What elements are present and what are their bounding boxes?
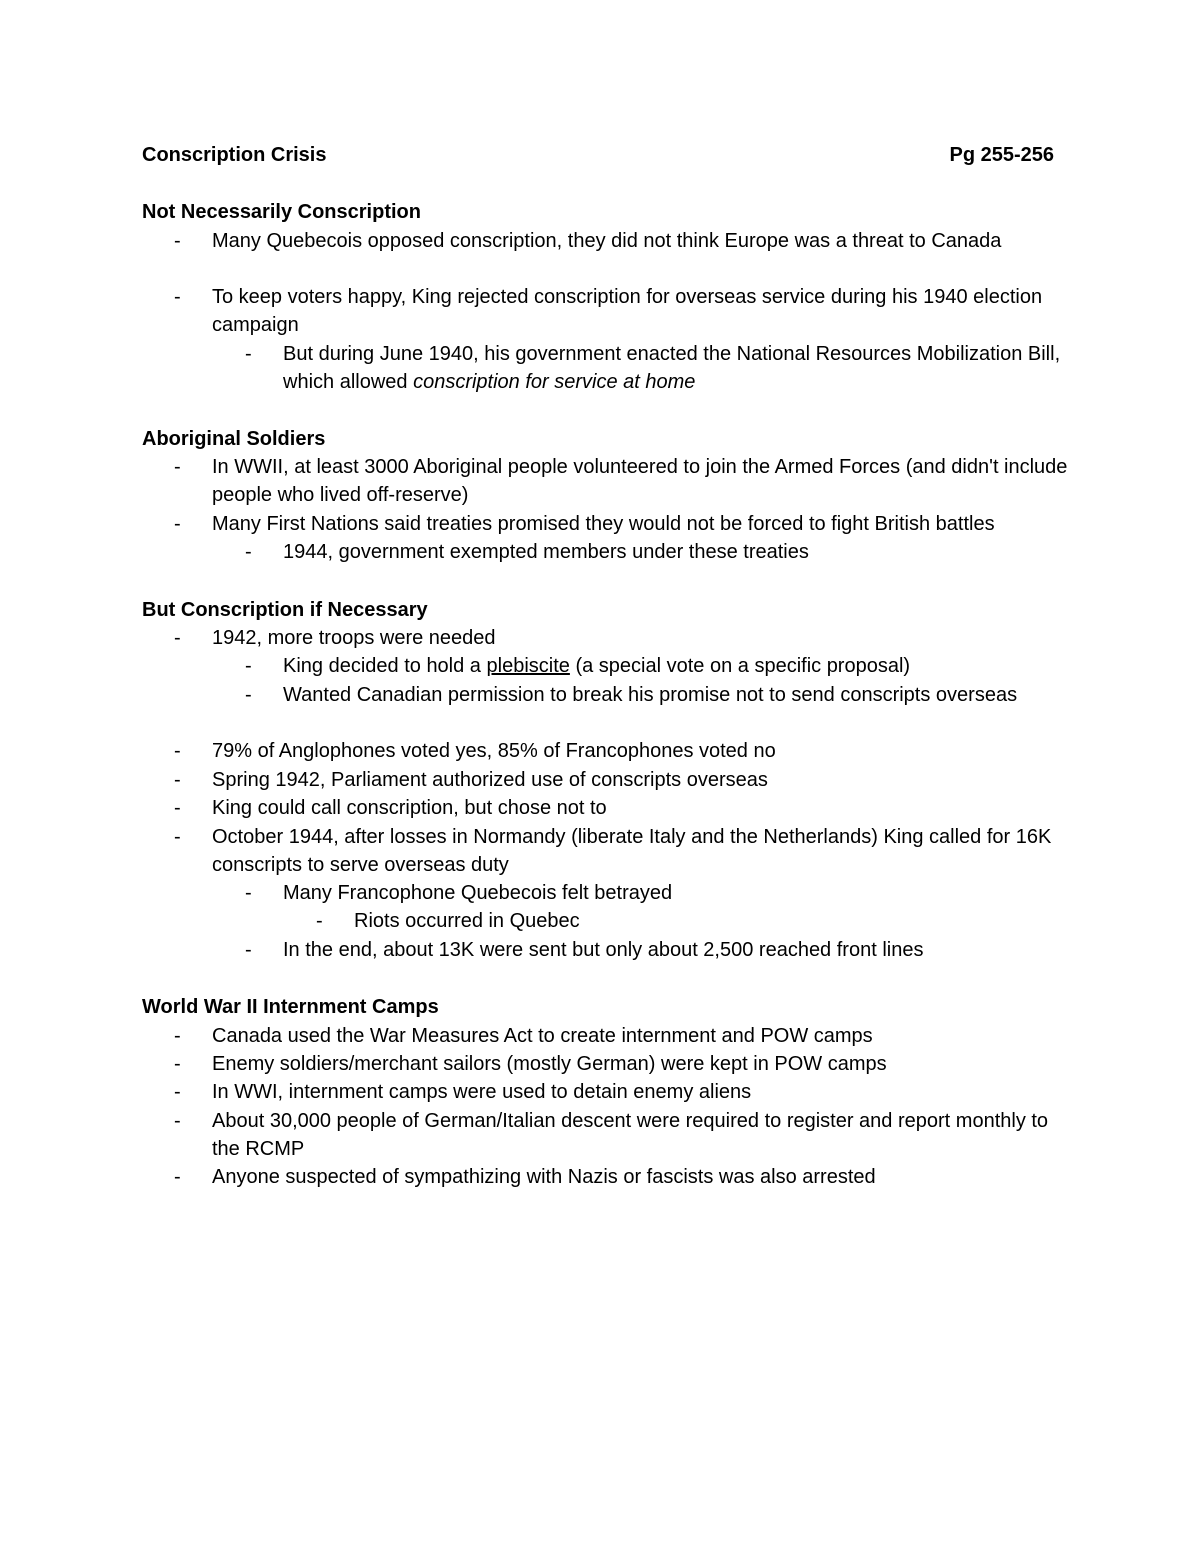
emphasized-text: conscription for service at home [413,371,696,394]
list-item-text: In the end, about 13K were sent but only about 2,500 reached front lines [283,939,924,961]
bullet-dash: - [245,541,252,563]
list-item-text: Enemy soldiers/merchant sailors (mostly German) were kept in POW camps [212,1053,887,1075]
bullet-dash: - [174,797,181,819]
list-item-text: Anyone suspected of sympathizing with Nazis or fascists was also arrested [212,1166,876,1188]
list-item-text: In WWII, at least 3000 Aboriginal people volunteered to join the Armed Forces (and didn't include people who lived off-reserve) [212,456,1068,507]
section-title-not-necessarily-conscription: Not Necessarily Conscription [142,201,421,223]
bullet-dash: - [174,1025,181,1047]
list-item-text: In WWI, internment camps were used to detain enemy aliens [212,1081,752,1103]
list-item-text: Wanted Canadian permission to break his promise not to send conscripts overseas [283,684,1018,706]
bullet-dash: - [174,1053,181,1075]
document-title: Conscription Crisis [142,144,327,166]
bullet-dash: - [245,655,252,677]
bullet-dash: - [174,230,181,252]
bullet-dash: - [245,684,252,706]
bullet-dash: - [174,1166,181,1188]
text-run: King decided to hold a [283,655,487,677]
page-reference: Pg 255-256 [949,144,1054,166]
bullet-dash: - [245,882,252,904]
list-item-text: Riots occurred in Quebec [354,910,580,932]
list-item-text: 79% of Anglophones voted yes, 85% of Francophones voted no [212,740,776,762]
section-title-world-war-ii-internment-camps: World War II Internment Camps [142,996,439,1018]
bullet-dash: - [245,939,252,961]
list-item-text: 1942, more troops were needed [212,627,496,649]
list-item-text: Canada used the War Measures Act to create internment and POW camps [212,1025,873,1047]
bullet-dash: - [174,826,181,848]
list-item-text: Many Quebecois opposed conscription, they did not think Europe was a threat to Canada [212,230,1002,252]
bullet-dash: - [174,740,181,762]
bullet-dash: - [245,343,252,365]
bullet-dash: - [174,769,181,791]
list-item-text: King could call conscription, but chose not to [212,797,607,819]
list-item-text: 1944, government exempted members under these treaties [283,541,809,563]
bullet-dash: - [174,1081,181,1103]
underlined-term: plebiscite [486,655,570,677]
bullet-dash: - [174,627,181,649]
list-item-text: October 1944, after losses in Normandy (liberate Italy and the Netherlands) King called for 16K conscripts to serve overseas duty [212,826,1052,877]
list-item-text: Many Francophone Quebecois felt betrayed [283,882,673,904]
list-item-text: About 30,000 people of German/Italian descent were required to register and report monthly to the RCMP [212,1110,1049,1161]
list-item-text: To keep voters happy, King rejected conscription for overseas service during his 1940 election campaign [212,286,1043,337]
bullet-dash: - [174,1110,181,1132]
document-header [142,141,1054,169]
list-item-text [283,652,1073,680]
bullet-dash: - [174,513,181,535]
text-run: But during June 1940, his government enacted the National Resources Mobilization Bill, which allowed [283,343,1061,394]
text-run: (a special vote on a specific proposal) [569,655,911,677]
list-item-text [283,340,1073,397]
section-title-aboriginal-soldiers: Aboriginal Soldiers [142,428,326,450]
list-item-text: Spring 1942, Parliament authorized use of conscripts overseas [212,769,768,791]
bullet-dash: - [316,910,323,932]
bullet-dash: - [174,456,181,478]
list-item-text: Many First Nations said treaties promised they would not be forced to fight British battles [212,513,995,535]
bullet-dash: - [174,286,181,308]
section-title-but-conscription-if-necessary: But Conscription if Necessary [142,599,428,621]
